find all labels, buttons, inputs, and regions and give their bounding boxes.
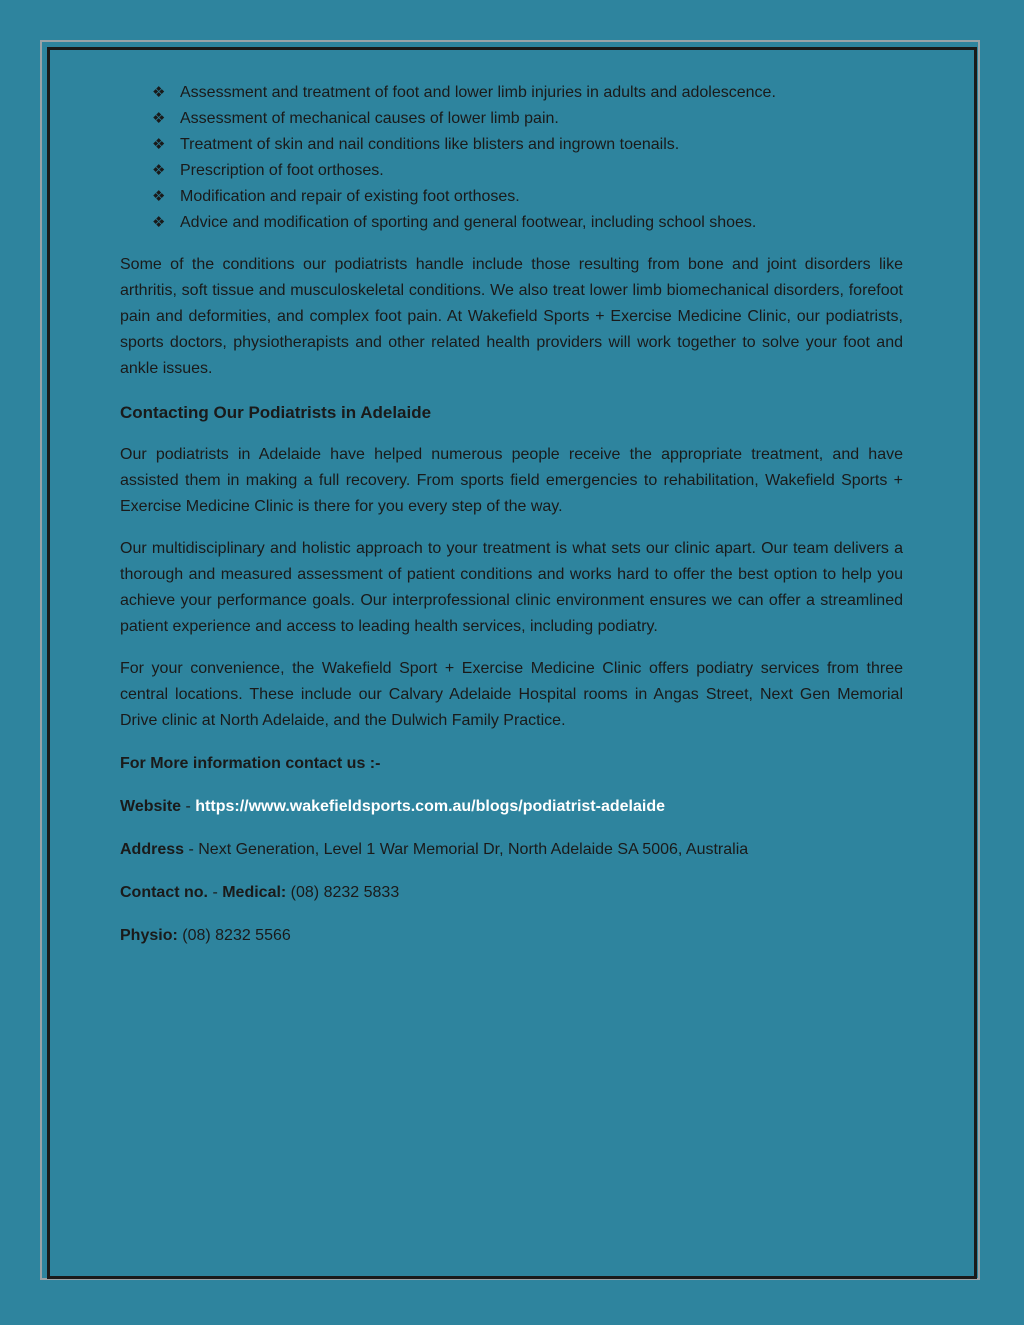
list-item: ❖ Modification and repair of existing foot orthoses. <box>152 184 903 210</box>
diamond-bullet-icon: ❖ <box>152 162 166 179</box>
body-paragraph: Our multidisciplinary and holistic approach to your treatment is what sets our clinic apart. Our team delivers a thorough and measured assessment of patient conditions and works hard to offer the best option to help you achieve your performance goals. Our interprofessional clinic environment ensures we can offer a streamlined patient experience and access to leading health services, including podiatry. <box>120 540 903 635</box>
physio-phone: (08) 8232 5566 <box>177 927 291 944</box>
diamond-bullet-icon: ❖ <box>152 84 166 101</box>
contact-intro: For More information contact us :- <box>120 755 381 772</box>
website-link[interactable]: https://www.wakefieldsports.com.au/blogs/podiatrist-adelaide <box>195 798 665 815</box>
address-line: Address - Next Generation, Level 1 War Memorial Dr, North Adelaide SA 5006, Australia <box>120 841 749 858</box>
medical-phone: (08) 8232 5833 <box>286 884 400 901</box>
diamond-bullet-icon: ❖ <box>152 110 166 127</box>
physio-label: Physio: <box>120 927 178 944</box>
list-item: ❖ Advice and modification of sporting and general footwear, including school shoes. <box>152 210 903 236</box>
address-label: Address <box>120 841 185 858</box>
conditions-paragraph: Some of the conditions our podiatrists handle include those resulting from bone and joint disorders like arthritis, soft tissue and musculoskeletal conditions. We also treat lower limb biomechanical disorders, forefoot pain and deformities, and complex foot pain. At Wakefield Sports + Exercise Medicine Clinic, our podiatrists, sports doctors, physiotherapists and other related health providers will work together to solve your foot and ankle issues. <box>120 256 903 377</box>
list-item: ❖ Assessment and treatment of foot and lower limb injuries in adults and adolescence. <box>152 80 903 106</box>
diamond-bullet-icon: ❖ <box>152 188 166 205</box>
list-item: ❖ Assessment of mechanical causes of lower limb pain. <box>152 106 903 132</box>
contact-label: Contact no. <box>120 884 208 901</box>
diamond-bullet-icon: ❖ <box>152 136 166 153</box>
document-body <box>120 80 903 949</box>
services-list <box>120 80 903 236</box>
website-line: Website - https://www.wakefieldsports.com.au/blogs/podiatrist-adelaide <box>120 798 665 815</box>
medical-label: Medical: <box>222 884 287 901</box>
section-heading: Contacting Our Podiatrists in Adelaide <box>120 403 432 422</box>
physio-line <box>120 923 903 949</box>
body-paragraph: Our podiatrists in Adelaide have helped numerous people receive the appropriate treatment, and have assisted them in making a full recovery. From sports field emergencies to rehabilitation, Wakefield Sports + Exercise Medicine Clinic is there for you every step of the way. <box>120 446 903 515</box>
address-value: Next Generation, Level 1 War Memorial Dr, North Adelaide SA 5006, Australia <box>198 841 749 858</box>
list-item: ❖ Treatment of skin and nail conditions like blisters and ingrown toenails. <box>152 132 903 158</box>
contact-number-line: Contact no. - Medical: (08) 8232 5833 <box>120 884 400 901</box>
body-paragraph: For your convenience, the Wakefield Sport + Exercise Medicine Clinic offers podiatry services from three central locations. These include our Calvary Adelaide Hospital rooms in Angas Street, Next Gen Memorial Drive clinic at North Adelaide, and the Dulwich Family Practice. <box>120 660 903 729</box>
website-label: Website <box>120 798 182 815</box>
diamond-bullet-icon: ❖ <box>152 214 166 231</box>
list-item: ❖ Prescription of foot orthoses. <box>152 158 903 184</box>
